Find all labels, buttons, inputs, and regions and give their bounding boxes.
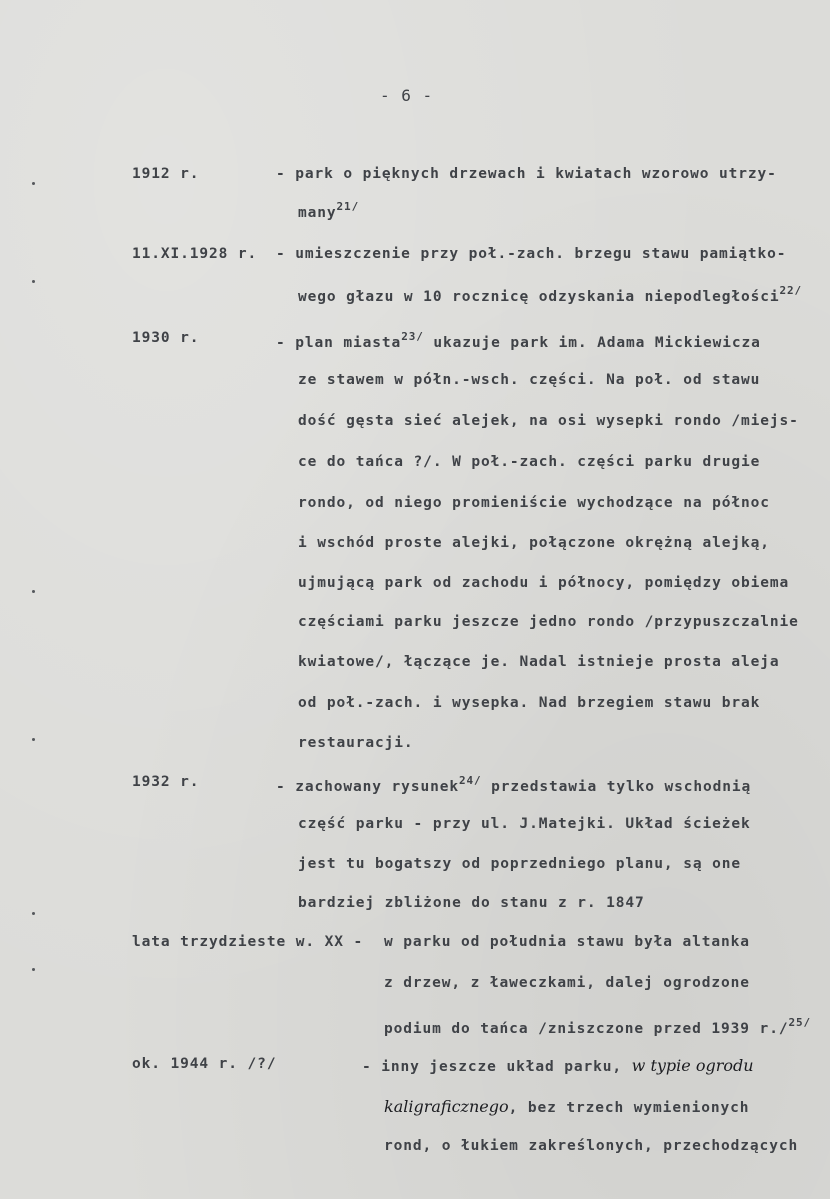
footnote-ref: 25/ xyxy=(788,1016,812,1029)
entry-text-line: - umieszczenie przy poł.-zach. brzegu stawu pamiątko- xyxy=(276,246,787,262)
entry-text-line: ze stawem w półn.-wsch. części. Na poł. od stawu xyxy=(298,372,761,388)
entry-text-line: w parku od południa stawu była altanka xyxy=(384,934,750,950)
entry-date: 1930 r. xyxy=(132,330,200,346)
entry-text-line: - inny jeszcze układ parku, w typie ogrodu xyxy=(362,1056,754,1075)
entry-text-line: dość gęsta sieć alejek, na osi wysepki rondo /miejs- xyxy=(298,413,799,429)
entry-text-line: z drzew, z ławeczkami, dalej ogrodzone xyxy=(384,975,750,991)
footnote-ref: 22/ xyxy=(779,284,803,297)
entry-text-line: i wschód proste alejki, połączone okrężną alejką, xyxy=(298,535,770,551)
handwritten-insertion: kaligraficznego xyxy=(384,1097,509,1116)
entry-date: 11.XI.1928 r. xyxy=(132,246,258,262)
entry-date: lata trzydzieste w. XX - xyxy=(132,934,364,950)
entry-text-line: część parku - przy ul. J.Matejki. Układ ścieżek xyxy=(298,816,751,832)
margin-mark xyxy=(32,182,35,185)
entry-text-line: bardziej zbliżone do stanu z r. 1847 xyxy=(298,895,645,911)
margin-mark xyxy=(32,912,35,915)
handwritten-insertion: w typie ogrodu xyxy=(631,1056,754,1075)
footnote-ref: 21/ xyxy=(336,200,360,213)
entry-text-line: kwiatowe/, łączące je. Nadal istnieje prosta aleja xyxy=(298,654,780,670)
entry-text-line: - park o pięknych drzewach i kwiatach wzorowo utrzy- xyxy=(276,166,777,182)
margin-mark xyxy=(32,738,35,741)
entry-text-line: kaligraficznego, bez trzech wymienionych xyxy=(384,1097,750,1116)
entry-text-line: rond, o łukiem zakreślonych, przechodzących xyxy=(384,1138,799,1154)
entry-text-line: ujmującą park od zachodu i północy, pomiędzy obiema xyxy=(298,575,790,591)
entry-date: 1932 r. xyxy=(132,774,200,790)
entry-date: 1912 r. xyxy=(132,166,200,182)
entry-text-line: - zachowany rysunek$^{24/}$ przedstawia tylko wschodnią xyxy=(276,774,752,795)
entry-text-line: rondo, od niego promieniście wychodzące na północ xyxy=(298,495,770,511)
margin-mark xyxy=(32,590,35,593)
entry-text-line: ce do tańca ?/. W poł.-zach. części parku drugie xyxy=(298,454,761,470)
entry-text-line: częściami parku jeszcze jedno rondo /przypuszczalnie xyxy=(298,614,799,630)
entry-text-line: podium do tańca /zniszczone przed 1939 r./$^{25/}$ xyxy=(384,1016,812,1037)
entry-text-line: od poł.-zach. i wysepka. Nad brzegiem stawu brak xyxy=(298,695,761,711)
entry-text-line: jest tu bogatszy od poprzedniego planu, są one xyxy=(298,856,741,872)
entry-text-line: wego głazu w 10 rocznicę odzyskania niepodległości$^{22/}$ xyxy=(298,284,803,305)
entry-text-line: many$^{21/}$ xyxy=(298,200,360,221)
margin-mark xyxy=(32,280,35,283)
margin-mark xyxy=(32,968,35,971)
entry-text-line: - plan miasta$^{23/}$ ukazuje park im. Adama Mickiewicza xyxy=(276,330,761,351)
footnote-ref: 23/ xyxy=(401,330,424,343)
entry-date: ok. 1944 r. /?/ xyxy=(132,1056,277,1072)
entry-text-line: restauracji. xyxy=(298,735,414,751)
footnote-ref: 24/ xyxy=(458,774,482,787)
page-number: - 6 - xyxy=(380,86,434,105)
